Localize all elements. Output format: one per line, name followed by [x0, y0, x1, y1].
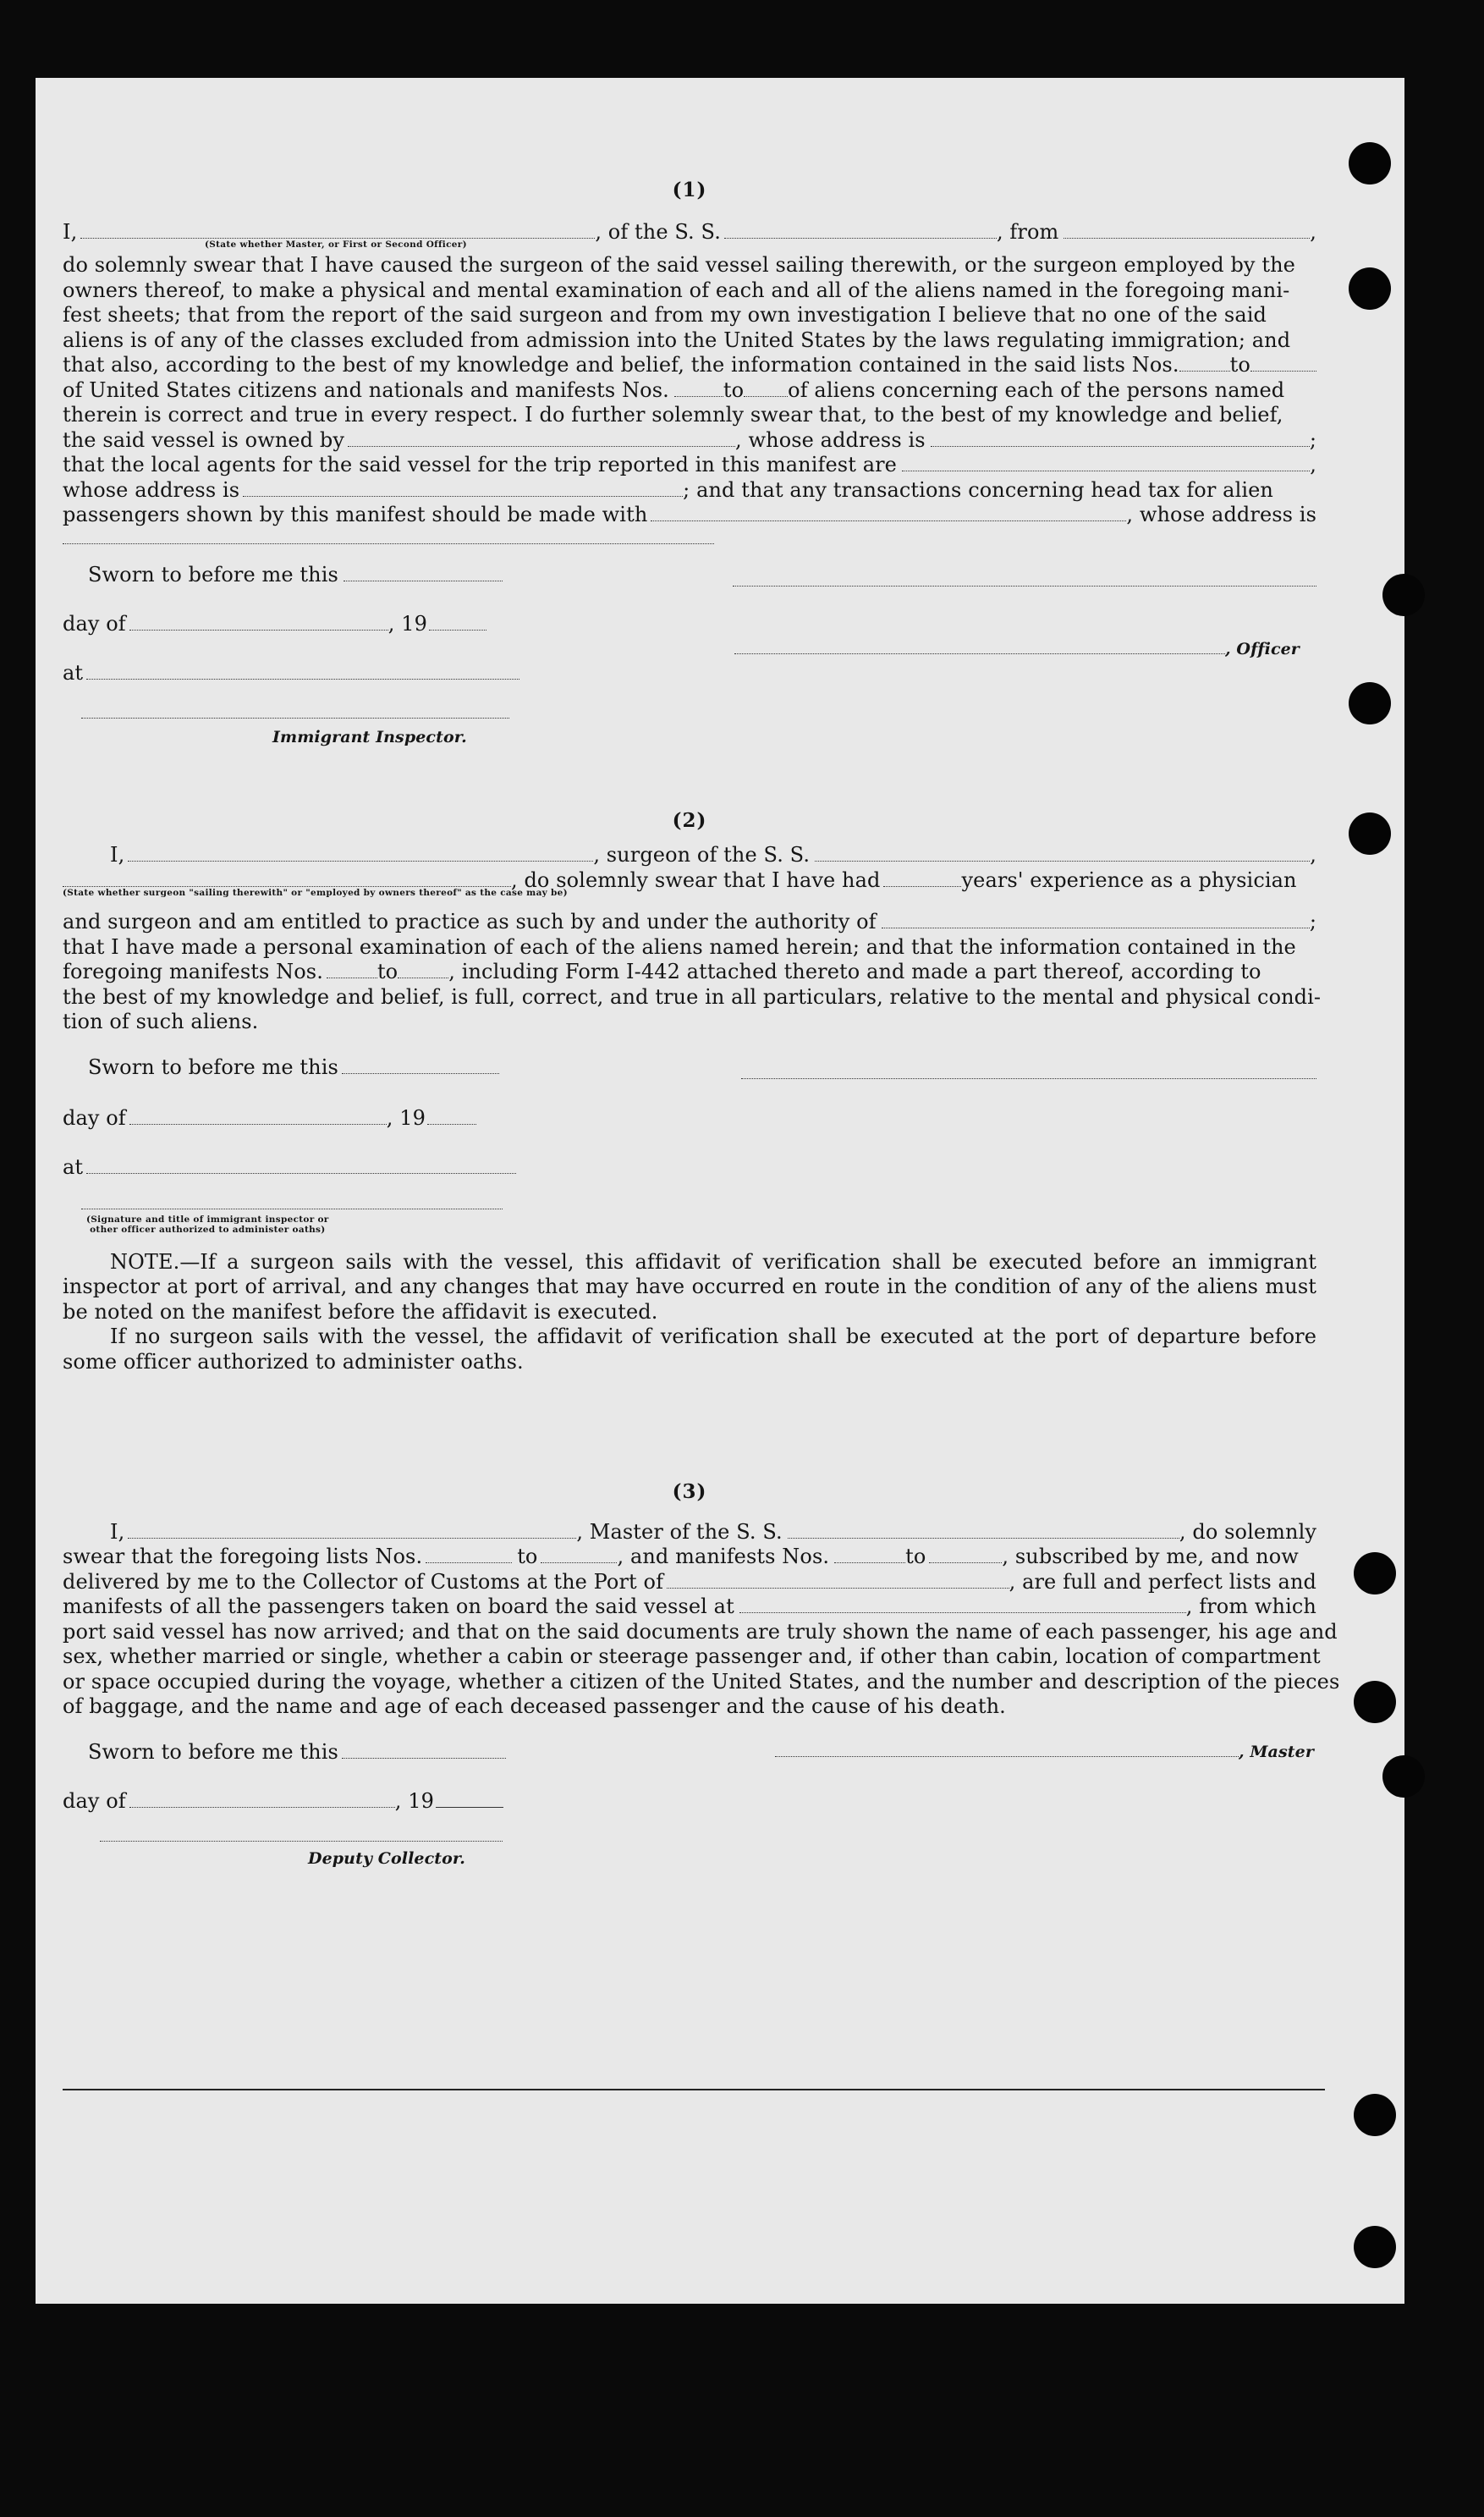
day-line: [63, 1789, 503, 1815]
text: the said vessel is owned by: [63, 427, 345, 452]
text: foregoing manifests Nos.: [63, 960, 323, 983]
note-paragraph-2: If no surgeon sails with the vessel, the affidavit of verification shall be executed at the port of departure before some officer authorized to administer oaths.: [63, 1325, 1316, 1374]
lists-to-field[interactable]: [541, 1547, 617, 1563]
section-2: [63, 808, 1322, 1375]
section-3-oath: [63, 1720, 1316, 1872]
inspector-title: Immigrant Inspector.: [272, 727, 467, 746]
text: manifests of all the passengers taken on board the said vessel at: [63, 1594, 734, 1618]
text: delivered by me to the Collector of Customs at the Port of: [63, 1569, 664, 1594]
surgeon-signature-field[interactable]: [741, 1077, 1316, 1079]
text: other officer authorized to administer oaths): [90, 1224, 326, 1235]
text: day of: [63, 1788, 126, 1813]
text: , from which: [1185, 1594, 1316, 1618]
note-paragraph-1: NOTE.—If a surgeon sails with the vessel, this affidavit of verification shall be executed before an immigrant inspector at port of arrival, and any changes that may have occurred en route in the condition of any of the aliens must be noted on the manifest before the affidavit is executed.: [63, 1249, 1316, 1324]
years-field[interactable]: [883, 871, 961, 887]
text: I,: [110, 1519, 125, 1544]
lists-nos-line: [63, 353, 1316, 378]
master-signature-field[interactable]: [775, 1741, 1239, 1757]
text: , Master: [1239, 1742, 1314, 1761]
owner-line: [63, 428, 1316, 454]
manifest-nos-to-field[interactable]: [744, 381, 788, 397]
agents-line: [63, 453, 1316, 478]
sworn-line: [88, 1740, 506, 1765]
punch-hole: [1354, 2094, 1396, 2136]
surgeon-status-field[interactable]: [63, 871, 511, 887]
inspector-signature-field[interactable]: [81, 1208, 503, 1209]
lists-from-field[interactable]: [426, 1547, 512, 1563]
body-line: fest sheets; that from the report of the said surgeon and from my own investigation I believe that no one of the said: [63, 303, 1267, 327]
agents-address-line: [63, 478, 1316, 504]
head-tax-field[interactable]: [651, 505, 1126, 521]
punch-hole: [1382, 574, 1425, 616]
manifests-from-field[interactable]: [327, 962, 377, 978]
text: to: [376, 960, 398, 983]
body-line: the best of my knowledge and belief, is full, correct, and true in all particulars, relative to the mental and physical condi-: [63, 984, 1322, 1009]
section-3-body: [63, 1545, 1340, 1720]
day-line: [63, 612, 486, 637]
lists-line: [63, 1545, 1316, 1570]
text: that also, according to the best of my knowledge and belief, the information contained in the said lists Nos.: [63, 353, 1179, 377]
head-tax-line: [63, 503, 1316, 528]
day-line: [63, 1106, 476, 1132]
manifests-nos-line: [63, 378, 1316, 404]
text: swear that the foregoing lists Nos.: [63, 1545, 423, 1568]
text: whose address is: [63, 477, 240, 502]
year-field[interactable]: [427, 1109, 476, 1125]
agents-field[interactable]: [902, 455, 1310, 471]
text: Sworn to before me this: [88, 1055, 338, 1079]
port-field[interactable]: [667, 1572, 1009, 1589]
month-field[interactable]: [129, 1792, 395, 1808]
officer-line: [734, 637, 1300, 663]
text: , Officer: [1225, 639, 1300, 658]
at-line: [63, 661, 519, 686]
sworn-day-field[interactable]: [342, 1743, 506, 1759]
punch-hole: [1382, 1755, 1425, 1798]
text: Sworn to before me this: [88, 1739, 338, 1764]
officer-name-field[interactable]: [80, 223, 595, 239]
text: , 19: [387, 611, 427, 636]
owner-field[interactable]: [348, 431, 735, 447]
punch-hole: [1354, 1552, 1396, 1594]
body-line: owners thereof, to make a physical and mental examination of each and all of the aliens named in the foregoing mani-: [63, 278, 1290, 302]
master-line: [63, 1520, 1316, 1545]
text: of United States citizens and nationals and manifests Nos.: [63, 377, 669, 402]
text: I,: [63, 219, 78, 244]
text: ; and that any transactions concerning head tax for alien: [683, 477, 1273, 502]
section-1-body: [63, 253, 1316, 544]
text: to: [517, 1545, 538, 1568]
body-line: tion of such aliens.: [63, 1010, 259, 1033]
punch-hole: [1349, 682, 1391, 724]
owner-address-field[interactable]: [931, 431, 1310, 447]
text: , from: [996, 219, 1059, 244]
text: day of: [63, 1105, 126, 1130]
surgeon-vessel-field[interactable]: [815, 845, 1310, 862]
body-line: do solemnly swear that I have caused the surgeon of the said vessel sailing therewith, or the surgeon employed by the: [63, 253, 1295, 277]
head-tax-address-line: [63, 528, 1316, 544]
text: years' experience as a physician: [961, 867, 1297, 892]
text: , including Form I-442 attached thereto and made a part thereof, according to: [448, 960, 1261, 983]
text: , Master of the S. S.: [576, 1519, 783, 1544]
punch-hole: [1349, 267, 1391, 310]
manifests-from-field[interactable]: [834, 1547, 905, 1563]
text: , and manifests Nos.: [617, 1545, 830, 1568]
text: and surgeon and am entitled to practice as such by and under the authority of: [63, 910, 877, 934]
section-1: [63, 178, 1316, 773]
from-port-field[interactable]: [1064, 223, 1310, 239]
section-1-heading: (1): [672, 179, 707, 201]
sworn-signature-field[interactable]: [733, 585, 1316, 587]
body-line: aliens is of any of the classes excluded from admission into the United States by the laws regulating immigration; and: [63, 328, 1291, 352]
sworn-day-field[interactable]: [344, 565, 503, 581]
text: at: [63, 660, 84, 685]
punch-hole: [1349, 812, 1391, 855]
punch-hole: [1349, 142, 1391, 185]
master-name-field[interactable]: [128, 1523, 576, 1539]
text: to: [723, 377, 745, 402]
text: , whose address is: [735, 427, 926, 452]
manifest-nos-from-field[interactable]: [674, 381, 723, 397]
at-line: [63, 1155, 516, 1181]
text: Sworn to before me this: [88, 562, 338, 587]
manifests-line: [63, 960, 1316, 985]
text: , 19: [386, 1105, 426, 1130]
collector-title: Deputy Collector.: [308, 1848, 466, 1868]
surgeon-hint: (State whether surgeon "sailing therewith" or "employed by owners thereof" as the case may be): [63, 888, 568, 898]
text: , of the S. S.: [595, 219, 721, 244]
section-3: [63, 1479, 1340, 1872]
officer-hint: (State whether Master, or First or Second Officer): [205, 240, 467, 250]
text: ;: [1309, 910, 1316, 934]
sworn-line: [88, 1055, 499, 1081]
text: to: [1229, 353, 1250, 377]
text: that the local agents for the said vessel for the trip reported in this manifest are: [63, 453, 897, 476]
text: of aliens concerning each of the persons named: [788, 377, 1285, 402]
collector-line: [63, 1570, 1316, 1595]
collector-signature-field[interactable]: [100, 1840, 503, 1842]
text: , do solemnly swear that I have had: [511, 867, 881, 892]
text: , whose address is: [1126, 503, 1316, 526]
at-place-field[interactable]: [86, 1158, 516, 1174]
sworn-day-field[interactable]: [342, 1058, 499, 1074]
lists-nos-from-field[interactable]: [1179, 355, 1230, 372]
punch-hole: [1354, 1681, 1396, 1723]
lists-nos-to-field[interactable]: [1250, 355, 1316, 372]
surgeon-line: [63, 843, 1316, 868]
sworn-line: [88, 563, 503, 588]
manifests-to-field[interactable]: [398, 962, 448, 978]
text: , do solemnly: [1179, 1519, 1316, 1544]
text: , 19: [394, 1788, 434, 1813]
text: , surgeon of the S. S.: [593, 843, 811, 867]
body-line: of baggage, and the name and age of each deceased passenger and the cause of his death.: [63, 1694, 1006, 1718]
text: (Signature and title of immigrant inspector or: [86, 1214, 329, 1225]
body-line: therein is correct and true in every respect. I do further solemnly swear that, to the best of my knowledge and belief,: [63, 403, 1283, 427]
text: , are full and perfect lists and: [1009, 1569, 1316, 1594]
at-place-field[interactable]: [86, 664, 519, 680]
manifests-to-field[interactable]: [929, 1547, 1002, 1563]
month-field[interactable]: [129, 614, 388, 631]
boarding-port-field[interactable]: [739, 1597, 1186, 1613]
body-line: sex, whether married or single, whether a cabin or steerage passenger and, if other than cabin, location of compartment: [63, 1644, 1321, 1668]
vessel-name-field[interactable]: [724, 223, 997, 239]
text: ,: [1310, 219, 1316, 244]
punch-hole: [1354, 2226, 1396, 2268]
master-vessel-field[interactable]: [788, 1523, 1179, 1539]
boarding-line: [63, 1594, 1316, 1620]
signature-hint: [86, 1214, 329, 1235]
body-line: or space occupied during the voyage, whether a citizen of the United States, and the number and description of the pieces: [63, 1669, 1340, 1694]
text: , subscribed by me, and now: [1002, 1545, 1299, 1568]
bottom-rule: [63, 2089, 1325, 2090]
section-1-oath: [63, 544, 1316, 773]
text: at: [63, 1154, 84, 1179]
officer-signature-field[interactable]: [734, 638, 1225, 654]
year-field[interactable]: [429, 614, 486, 631]
authority-line: [63, 910, 1316, 935]
body-line: that I have made a personal examination of each of the aliens named herein; and that the information contained in the: [63, 934, 1296, 959]
text: I,: [110, 843, 125, 867]
month-field[interactable]: [129, 1109, 387, 1125]
section-2-oath: [63, 1035, 1316, 1247]
body-line: port said vessel has now arrived; and that on the said documents are truly shown the name of each passenger, his age and: [63, 1619, 1338, 1644]
text: passengers shown by this manifest should be made with: [63, 503, 648, 526]
section-3-heading: (3): [672, 1480, 707, 1503]
agents-address-field[interactable]: [243, 481, 683, 497]
text: day of: [63, 611, 126, 636]
section-2-heading: (2): [672, 808, 707, 832]
master-signature-line: [775, 1740, 1314, 1765]
text: ,: [1310, 843, 1316, 867]
surgeon-name-field[interactable]: [128, 845, 593, 862]
head-tax-address-field[interactable]: [63, 528, 714, 544]
inspector-signature-field[interactable]: [81, 717, 509, 719]
year-field[interactable]: [436, 1792, 503, 1808]
authority-field[interactable]: [882, 912, 1310, 928]
text: to: [905, 1545, 926, 1568]
section-2-body: [63, 910, 1322, 1035]
text: ;: [1309, 427, 1316, 452]
form-content: [63, 178, 1340, 1872]
text: ,: [1310, 453, 1316, 476]
